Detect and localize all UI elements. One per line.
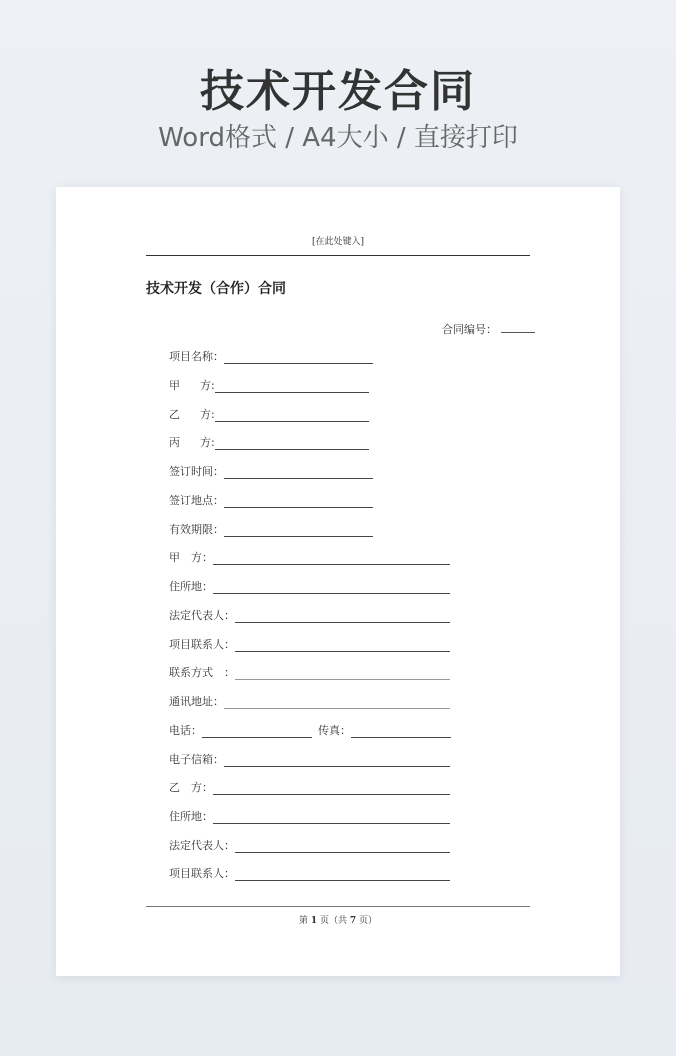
party-a-heading-field[interactable] [213, 552, 450, 565]
party-a-legal-rep-field[interactable] [235, 610, 450, 623]
party-a-contact-method-label: 联系方式 ： [169, 666, 235, 679]
document-page [56, 187, 620, 976]
sign-time-field[interactable] [224, 466, 373, 479]
party-a-contact-method-row [169, 664, 450, 680]
valid-period-row [169, 521, 373, 537]
party-c-row [169, 434, 369, 450]
party-a-address-field[interactable] [213, 581, 450, 594]
party-a-fax-label: 传真： [318, 724, 351, 737]
footer-suffix: 页） [359, 916, 378, 926]
party-a-contact-field[interactable] [235, 639, 450, 652]
sign-place-row [169, 492, 373, 508]
party-a-fax-field[interactable] [351, 725, 451, 738]
party-a-phone-fax-row [169, 722, 451, 738]
party-a-email-field[interactable] [224, 754, 450, 767]
party-a-row [169, 377, 369, 393]
page-footer [56, 913, 620, 926]
footer-mid: 页（共 [319, 916, 347, 926]
project-name-field[interactable] [224, 351, 373, 364]
valid-period-label: 有效期限： [169, 523, 224, 536]
party-b-field[interactable] [215, 409, 369, 422]
party-b-legal-rep-label: 法定代表人： [169, 839, 235, 852]
party-b-legal-rep-row [169, 837, 450, 853]
party-a-heading-row [169, 549, 450, 565]
header-rule [146, 255, 530, 256]
footer-page-number: 1 [310, 916, 318, 926]
party-b-row [169, 406, 369, 422]
party-b-contact-label: 项目联系人： [169, 867, 235, 880]
contract-number-label: 合同编号： [442, 323, 497, 336]
header-note: [在此处键入] [311, 237, 365, 247]
sign-place-field[interactable] [224, 495, 373, 508]
party-a-email-row [169, 751, 450, 767]
project-name-row [169, 348, 373, 364]
party-b-heading-row [169, 779, 450, 795]
footer-total-pages: 7 [349, 916, 357, 926]
footer-rule [146, 906, 530, 907]
contract-number [442, 321, 535, 337]
party-a-contact-row [169, 636, 450, 652]
sign-time-row [169, 463, 373, 479]
party-a-mail-address-field[interactable] [224, 696, 450, 709]
party-a-legal-rep-row [169, 607, 450, 623]
party-a-phone-label: 电话： [169, 724, 202, 737]
party-b-suffix: 方: [200, 408, 215, 421]
party-b-label: 乙 [169, 408, 180, 421]
party-b-address-row [169, 808, 450, 824]
party-a-contact-label: 项目联系人： [169, 638, 235, 651]
party-a-heading: 甲 方： [169, 551, 213, 564]
party-b-address-field[interactable] [213, 811, 450, 824]
party-a-legal-rep-label: 法定代表人： [169, 609, 235, 622]
party-a-mail-address-label: 通讯地址： [169, 695, 224, 708]
project-name-label: 项目名称： [169, 350, 224, 363]
party-a-mail-address-row [169, 693, 450, 709]
document-title: 技术开发（合作）合同 [146, 281, 286, 297]
party-a-email-label: 电子信箱： [169, 753, 224, 766]
party-a-field[interactable] [215, 380, 369, 393]
party-b-address-label: 住所地： [169, 810, 213, 823]
party-b-legal-rep-field[interactable] [235, 840, 450, 853]
party-a-suffix: 方: [200, 379, 215, 392]
party-a-phone-field[interactable] [202, 725, 312, 738]
party-c-suffix: 方: [200, 436, 215, 449]
party-a-address-label: 住所地： [169, 580, 213, 593]
party-a-contact-method-field[interactable] [235, 667, 450, 680]
banner-title: 技术开发合同 [200, 66, 476, 117]
sign-time-label: 签订时间： [169, 465, 224, 478]
party-c-field[interactable] [215, 437, 369, 450]
footer-prefix: 第 [298, 916, 308, 926]
banner-subtitle: Word格式 / A4大小 / 直接打印 [158, 123, 518, 153]
party-a-label: 甲 [169, 379, 180, 392]
party-b-contact-field[interactable] [235, 868, 450, 881]
contract-number-field[interactable] [501, 322, 535, 333]
valid-period-field[interactable] [224, 524, 373, 537]
party-b-heading-field[interactable] [213, 782, 450, 795]
party-a-address-row [169, 578, 450, 594]
party-b-contact-row [169, 865, 450, 881]
party-c-label: 丙 [169, 436, 180, 449]
sign-place-label: 签订地点： [169, 494, 224, 507]
party-b-heading: 乙 方： [169, 781, 213, 794]
